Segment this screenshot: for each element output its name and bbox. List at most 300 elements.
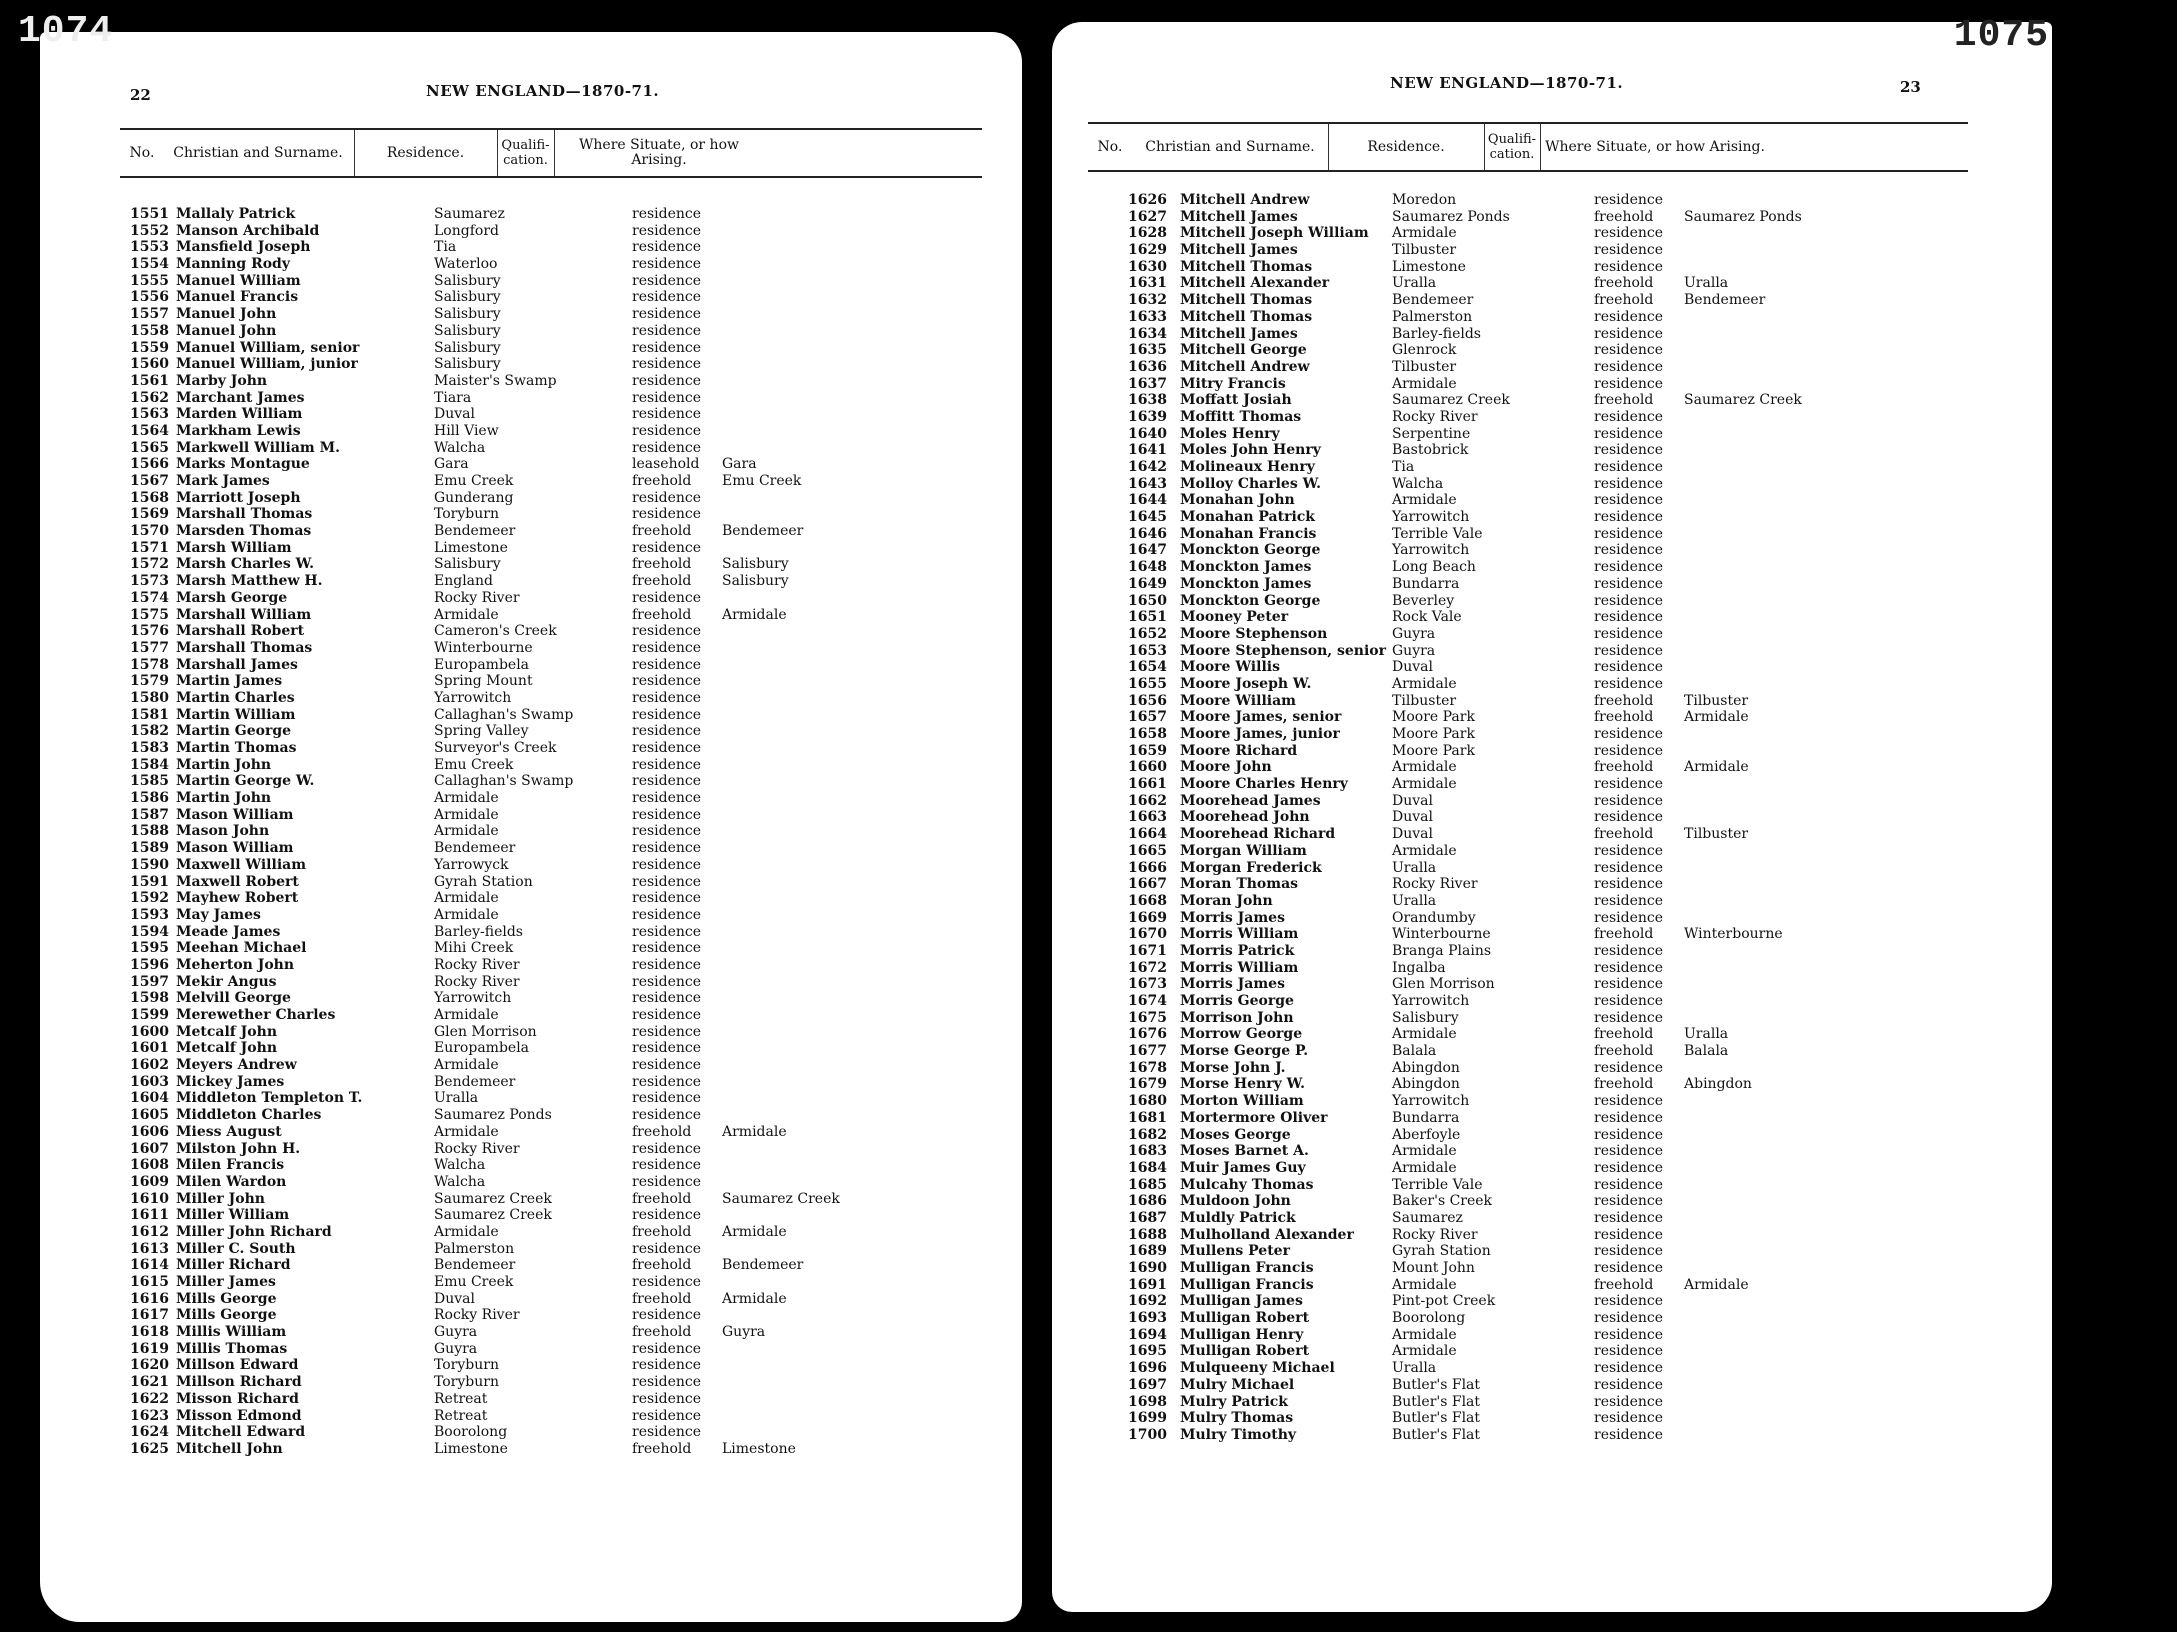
table-row [1092, 809, 1992, 826]
residence-cell: Uralla [1392, 275, 1437, 292]
elector-name: Millis Thomas [176, 1340, 288, 1357]
row-number: 1638 [1128, 392, 1167, 409]
residence-cell: Duval [1392, 659, 1433, 676]
qualification-cell: residence [1594, 1293, 1664, 1310]
elector-name: Millson Edward [176, 1357, 299, 1374]
row-number: 1614 [130, 1257, 169, 1274]
row-number: 1597 [130, 973, 169, 990]
table-row [90, 1057, 990, 1074]
qualification-cell: residence [632, 806, 702, 823]
qualification-cell: residence [632, 973, 702, 990]
residence-cell: Barley-fields [434, 923, 523, 940]
qualification-cell: residence [1594, 342, 1664, 359]
qualification-cell: freehold [1594, 392, 1654, 409]
elector-name: Middleton Charles [176, 1107, 322, 1124]
residence-cell: Saumarez [1392, 1209, 1463, 1226]
row-number: 1622 [130, 1390, 169, 1407]
table-row [1092, 1060, 1992, 1077]
table-row [1092, 526, 1992, 543]
qualification-cell: freehold [632, 1324, 692, 1341]
row-number: 1623 [130, 1407, 169, 1424]
where-situate-cell: Saumarez Ponds [1684, 208, 1802, 225]
qualification-cell: residence [1594, 859, 1664, 876]
table-row [1092, 259, 1992, 276]
residence-cell: Tilbuster [1392, 242, 1457, 259]
row-number: 1568 [130, 489, 169, 506]
elector-name: Marden William [176, 406, 303, 423]
elector-name: Moles Henry [1180, 425, 1280, 442]
residence-cell: Armidale [1392, 1326, 1457, 1343]
qualification-cell: residence [632, 723, 702, 740]
residence-cell: Bendemeer [1392, 292, 1474, 309]
table-row [1092, 509, 1992, 526]
residence-cell: Baker's Creek [1392, 1193, 1493, 1210]
elector-name: Morris William [1180, 926, 1299, 943]
row-number: 1690 [1128, 1260, 1167, 1276]
table-row [1092, 709, 1992, 726]
row-number: 1637 [1128, 375, 1167, 392]
qualification-cell: residence [1594, 909, 1664, 926]
qualification-cell: residence [1594, 375, 1664, 392]
right-page [1052, 22, 2052, 1612]
row-number: 1630 [1128, 258, 1167, 275]
row-number: 1698 [1128, 1393, 1167, 1410]
residence-cell: Armidale [434, 606, 499, 623]
row-number: 1692 [1128, 1293, 1167, 1310]
residence-cell: Retreat [434, 1407, 488, 1424]
row-number: 1575 [130, 606, 169, 623]
qualification-cell: residence [1594, 542, 1664, 559]
qualification-cell: residence [1594, 1009, 1664, 1026]
residence-cell: Cameron's Creek [434, 623, 557, 640]
qualification-cell: residence [632, 1040, 702, 1057]
where-situate-cell: Limestone [722, 1440, 796, 1457]
elector-name: Mitchell Thomas [1180, 258, 1313, 275]
row-number: 1675 [1128, 1009, 1167, 1026]
elector-name: Mitchell Alexander [1180, 275, 1330, 292]
row-number: 1580 [130, 689, 169, 706]
table-row [1092, 993, 1992, 1010]
qualification-cell: freehold [632, 1440, 692, 1457]
residence-cell: Butler's Flat [1392, 1376, 1481, 1393]
elector-name: Morrow George [1180, 1026, 1303, 1043]
table-row [1092, 876, 1992, 893]
elector-name: Mallaly Patrick [176, 206, 296, 222]
where-situate-cell: Bendemeer [722, 1257, 804, 1274]
table-row [1092, 1260, 1992, 1277]
row-number: 1657 [1128, 709, 1167, 726]
row-number: 1674 [1128, 993, 1167, 1009]
elector-name: Manuel William [176, 272, 301, 289]
qualification-cell: freehold [632, 556, 692, 573]
residence-cell: Toryburn [434, 1357, 499, 1374]
residence-cell: Armidale [1392, 492, 1457, 509]
table-row [90, 1408, 990, 1425]
table-row [1092, 793, 1992, 810]
row-number: 1569 [130, 506, 169, 523]
table-row [1092, 926, 1992, 943]
qualification-cell: residence [1594, 959, 1664, 976]
residence-cell: Armidale [1392, 1343, 1457, 1360]
row-number: 1700 [1128, 1426, 1167, 1443]
residence-cell: Yarrowitch [1392, 993, 1470, 1009]
residence-cell: Abingdon [1392, 1059, 1460, 1076]
table-row [90, 390, 990, 407]
elector-name: Maxwell William [176, 856, 307, 873]
table-row [90, 623, 990, 640]
row-number: 1567 [130, 473, 169, 489]
row-number: 1679 [1128, 1076, 1167, 1093]
residence-cell: Armidale [1392, 675, 1457, 692]
where-situate-cell: Bendemeer [722, 523, 804, 540]
residence-cell: Abingdon [1392, 1076, 1460, 1093]
qualification-cell: residence [1594, 892, 1664, 909]
elector-name: Martin George [176, 723, 292, 740]
row-number: 1587 [130, 806, 169, 823]
elector-name: Morse Henry W. [1180, 1076, 1305, 1093]
residence-cell: Saumarez Creek [1392, 392, 1510, 409]
table-row [1092, 292, 1992, 309]
table-row [90, 924, 990, 941]
residence-cell: Butler's Flat [1392, 1426, 1481, 1443]
row-number: 1665 [1128, 842, 1167, 859]
residence-cell: Duval [434, 406, 475, 423]
qualification-cell: residence [1594, 509, 1664, 526]
row-number: 1693 [1128, 1310, 1167, 1327]
elector-name: Molloy Charles W. [1180, 475, 1321, 492]
header-qualification: Qualifi- cation. [501, 138, 550, 168]
row-number: 1552 [130, 222, 169, 239]
elector-name: Molineaux Henry [1180, 459, 1315, 475]
elector-name: Moore John [1180, 759, 1272, 776]
residence-cell: Duval [1392, 809, 1433, 826]
voter-list [90, 206, 990, 1458]
row-number: 1629 [1128, 242, 1167, 259]
residence-cell: Rocky River [434, 956, 520, 973]
qualification-cell: residence [1594, 358, 1664, 375]
table-row [1092, 1177, 1992, 1194]
where-situate-cell: Guyra [722, 1324, 766, 1341]
qualification-cell: residence [1594, 1093, 1664, 1110]
residence-cell: Salisbury [1392, 1009, 1459, 1026]
elector-name: Marshall William [176, 606, 312, 623]
row-number: 1616 [130, 1290, 169, 1307]
table-row [1092, 743, 1992, 760]
elector-name: Manuel John [176, 322, 277, 339]
row-number: 1661 [1128, 776, 1167, 793]
residence-cell: Balala [1392, 1043, 1437, 1060]
qualification-cell: residence [1594, 609, 1664, 626]
header-no: No. [1097, 138, 1123, 155]
table-row [90, 1157, 990, 1174]
table-row [90, 1141, 990, 1158]
table-row [1092, 1343, 1992, 1360]
residence-cell: Armidale [1392, 225, 1457, 242]
table-row [90, 974, 990, 991]
header-name: Christian and Surname. [173, 144, 343, 161]
qualification-cell: residence [632, 840, 702, 857]
table-row [90, 1207, 990, 1224]
elector-name: Mitry Francis [1180, 375, 1286, 392]
row-number: 1590 [130, 856, 169, 873]
qualification-cell: residence [1594, 1260, 1664, 1276]
table-row [90, 707, 990, 724]
qualification-cell: freehold [1594, 926, 1654, 943]
qualification-cell: residence [1594, 942, 1664, 959]
qualification-cell: residence [632, 1057, 702, 1074]
table-row [90, 1024, 990, 1041]
row-number: 1682 [1128, 1126, 1167, 1143]
row-number: 1574 [130, 589, 169, 606]
residence-cell: Limestone [434, 1440, 508, 1457]
residence-cell: Salisbury [434, 322, 501, 339]
elector-name: Manuel John [176, 306, 277, 323]
row-number: 1655 [1128, 675, 1167, 692]
elector-name: Mulligan James [1180, 1293, 1303, 1310]
table-row [90, 556, 990, 573]
elector-name: Moorehead James [1180, 792, 1321, 809]
elector-name: Misson Richard [176, 1390, 299, 1407]
row-number: 1603 [130, 1073, 169, 1090]
row-number: 1576 [130, 623, 169, 640]
elector-name: Moore Willis [1180, 659, 1280, 676]
elector-name: Morse George P. [1180, 1043, 1309, 1060]
table-row [90, 640, 990, 657]
table-row [90, 907, 990, 924]
header-where: Where Situate, or how Arising. [579, 137, 739, 168]
elector-name: Middleton Templeton T. [176, 1090, 363, 1107]
qualification-cell: residence [1594, 1159, 1664, 1176]
elector-name: Miller John Richard [176, 1223, 332, 1240]
elector-name: Mitchell James [1180, 242, 1298, 259]
qualification-cell: freehold [632, 473, 692, 489]
table-row [1092, 1277, 1992, 1294]
residence-cell: Rocky River [434, 589, 520, 606]
elector-name: Moorehead Richard [1180, 826, 1336, 843]
elector-name: Moran John [1180, 892, 1273, 909]
residence-cell: Glenrock [1392, 342, 1457, 359]
elector-name: Miller William [176, 1207, 290, 1224]
qualification-cell: residence [1594, 1326, 1664, 1343]
qualification-cell: residence [1594, 776, 1664, 793]
table-row [90, 1124, 990, 1141]
table-row [90, 773, 990, 790]
elector-name: Monckton James [1180, 559, 1312, 576]
table-row [90, 1274, 990, 1291]
row-number: 1602 [130, 1057, 169, 1074]
where-situate-cell: Tilbuster [1684, 826, 1749, 843]
row-number: 1586 [130, 790, 169, 807]
qualification-cell: residence [632, 539, 702, 556]
row-number: 1594 [130, 923, 169, 940]
row-number: 1687 [1128, 1209, 1167, 1226]
elector-name: Morris William [1180, 959, 1299, 976]
elector-name: Mitchell Andrew [1180, 358, 1310, 375]
where-situate-cell: Salisbury [722, 573, 789, 590]
table-row [90, 723, 990, 740]
residence-cell: Butler's Flat [1392, 1393, 1481, 1410]
qualification-cell: residence [1594, 1226, 1664, 1243]
row-number: 1566 [130, 456, 169, 473]
row-number: 1678 [1128, 1059, 1167, 1076]
qualification-cell: residence [632, 239, 702, 256]
table-row [1092, 476, 1992, 493]
table-row [1092, 943, 1992, 960]
row-number: 1636 [1128, 358, 1167, 375]
elector-name: Manuel William, senior [176, 339, 360, 356]
qualification-cell: freehold [632, 573, 692, 590]
qualification-cell: residence [1594, 1059, 1664, 1076]
header-no: No. [129, 144, 155, 161]
qualification-cell: residence [1594, 1360, 1664, 1377]
table-row [90, 406, 990, 423]
qualification-cell: residence [1594, 742, 1664, 759]
table-row [1092, 409, 1992, 426]
residence-cell: Emu Creek [434, 1274, 514, 1290]
qualification-cell: residence [1594, 258, 1664, 275]
elector-name: Miller John [176, 1190, 265, 1207]
elector-name: Mickey James [176, 1073, 285, 1090]
row-number: 1650 [1128, 592, 1167, 609]
qualification-cell: residence [632, 1023, 702, 1040]
elector-name: Monahan John [1180, 492, 1295, 509]
table-row [90, 1257, 990, 1274]
row-number: 1656 [1128, 692, 1167, 709]
table-row [1092, 492, 1992, 509]
elector-name: Maxwell Robert [176, 873, 299, 890]
archive-stamp: 1074 [18, 10, 114, 53]
residence-cell: Duval [1392, 826, 1433, 843]
table-row [90, 1391, 990, 1408]
table-row [90, 206, 990, 223]
table-row [1092, 209, 1992, 226]
qualification-cell: residence [632, 1007, 702, 1023]
qualification-cell: residence [632, 773, 702, 790]
residence-cell: Salisbury [434, 356, 501, 373]
row-number: 1632 [1128, 292, 1167, 309]
qualification-cell: freehold [1594, 1076, 1654, 1093]
residence-cell: Spring Valley [434, 723, 529, 740]
table-row [90, 356, 990, 373]
elector-name: Markham Lewis [176, 422, 301, 439]
elector-name: Mitchell Andrew [1180, 192, 1310, 208]
qualification-cell: residence [632, 1073, 702, 1090]
residence-cell: Palmerston [1392, 308, 1473, 325]
row-number: 1652 [1128, 625, 1167, 642]
where-situate-cell: Emu Creek [722, 473, 802, 489]
residence-cell: Yarrowitch [1392, 542, 1470, 559]
table-row [90, 540, 990, 557]
elector-name: Morton William [1180, 1093, 1304, 1110]
residence-cell: Yarrowitch [1392, 509, 1470, 526]
elector-name: Melvill George [176, 990, 291, 1007]
table-row [1092, 1110, 1992, 1127]
table-row [90, 890, 990, 907]
table-row [90, 1357, 990, 1374]
elector-name: Meherton John [176, 956, 295, 973]
residence-cell: Saumarez Creek [434, 1207, 552, 1224]
qualification-cell: residence [632, 1390, 702, 1407]
qualification-cell: residence [632, 506, 702, 523]
elector-name: Milston John H. [176, 1140, 301, 1157]
qualification-cell: residence [632, 289, 702, 306]
residence-cell: Gyrah Station [1392, 1243, 1491, 1260]
qualification-cell: residence [632, 1207, 702, 1224]
elector-name: Martin Charles [176, 689, 295, 706]
row-number: 1685 [1128, 1176, 1167, 1193]
elector-name: Mitchell Edward [176, 1424, 306, 1441]
qualification-cell: residence [632, 322, 702, 339]
residence-cell: Gyrah Station [434, 873, 533, 890]
elector-name: Meade James [176, 923, 281, 940]
qualification-cell: residence [1594, 1376, 1664, 1393]
table-row [1092, 826, 1992, 843]
qualification-cell: residence [1594, 308, 1664, 325]
qualification-cell: residence [1594, 425, 1664, 442]
elector-name: Mitchell Thomas [1180, 308, 1313, 325]
table-row [90, 1341, 990, 1358]
residence-cell: Barley-fields [1392, 325, 1481, 342]
elector-name: Manuel Francis [176, 289, 299, 306]
table-row [1092, 626, 1992, 643]
row-number: 1581 [130, 706, 169, 723]
table-row [1092, 192, 1992, 209]
elector-name: Martin John [176, 756, 272, 773]
row-number: 1668 [1128, 892, 1167, 909]
table-row [1092, 459, 1992, 476]
row-number: 1562 [130, 389, 169, 406]
residence-cell: Rocky River [434, 1307, 520, 1324]
row-number: 1625 [130, 1440, 169, 1457]
table-row [1092, 576, 1992, 593]
row-number: 1653 [1128, 642, 1167, 659]
table-row [90, 1090, 990, 1107]
qualification-cell: residence [632, 990, 702, 1007]
elector-name: Martin James [176, 673, 283, 690]
residence-cell: Pint-pot Creek [1392, 1293, 1496, 1310]
header-name: Christian and Surname. [1145, 138, 1315, 155]
qualification-cell: freehold [632, 523, 692, 540]
residence-cell: Yarrowitch [1392, 1093, 1470, 1110]
page-title: NEW ENGLAND—1870-71. [426, 82, 660, 100]
residence-cell: Yarrowitch [434, 689, 512, 706]
qualification-cell: residence [632, 1090, 702, 1107]
residence-cell: Hill View [434, 422, 499, 439]
row-number: 1554 [130, 256, 169, 273]
elector-name: Mullens Peter [1180, 1243, 1290, 1260]
table-row [90, 1307, 990, 1324]
qualification-cell: residence [1594, 1193, 1664, 1210]
qualification-cell: residence [632, 339, 702, 356]
elector-name: Martin William [176, 706, 296, 723]
elector-name: Milen Francis [176, 1157, 285, 1174]
table-row [1092, 676, 1992, 693]
row-number: 1641 [1128, 442, 1167, 459]
row-number: 1557 [130, 306, 169, 323]
row-number: 1596 [130, 956, 169, 973]
table-row [1092, 426, 1992, 443]
elector-name: Mulry Michael [1180, 1376, 1295, 1393]
row-number: 1683 [1128, 1143, 1167, 1160]
table-row [90, 1191, 990, 1208]
table-row [1092, 726, 1992, 743]
qualification-cell: residence [1594, 993, 1664, 1009]
table-row [1092, 1227, 1992, 1244]
residence-cell: Saumarez Creek [434, 1190, 552, 1207]
row-number: 1688 [1128, 1226, 1167, 1243]
row-number: 1620 [130, 1357, 169, 1374]
qualification-cell: residence [1594, 1209, 1664, 1226]
